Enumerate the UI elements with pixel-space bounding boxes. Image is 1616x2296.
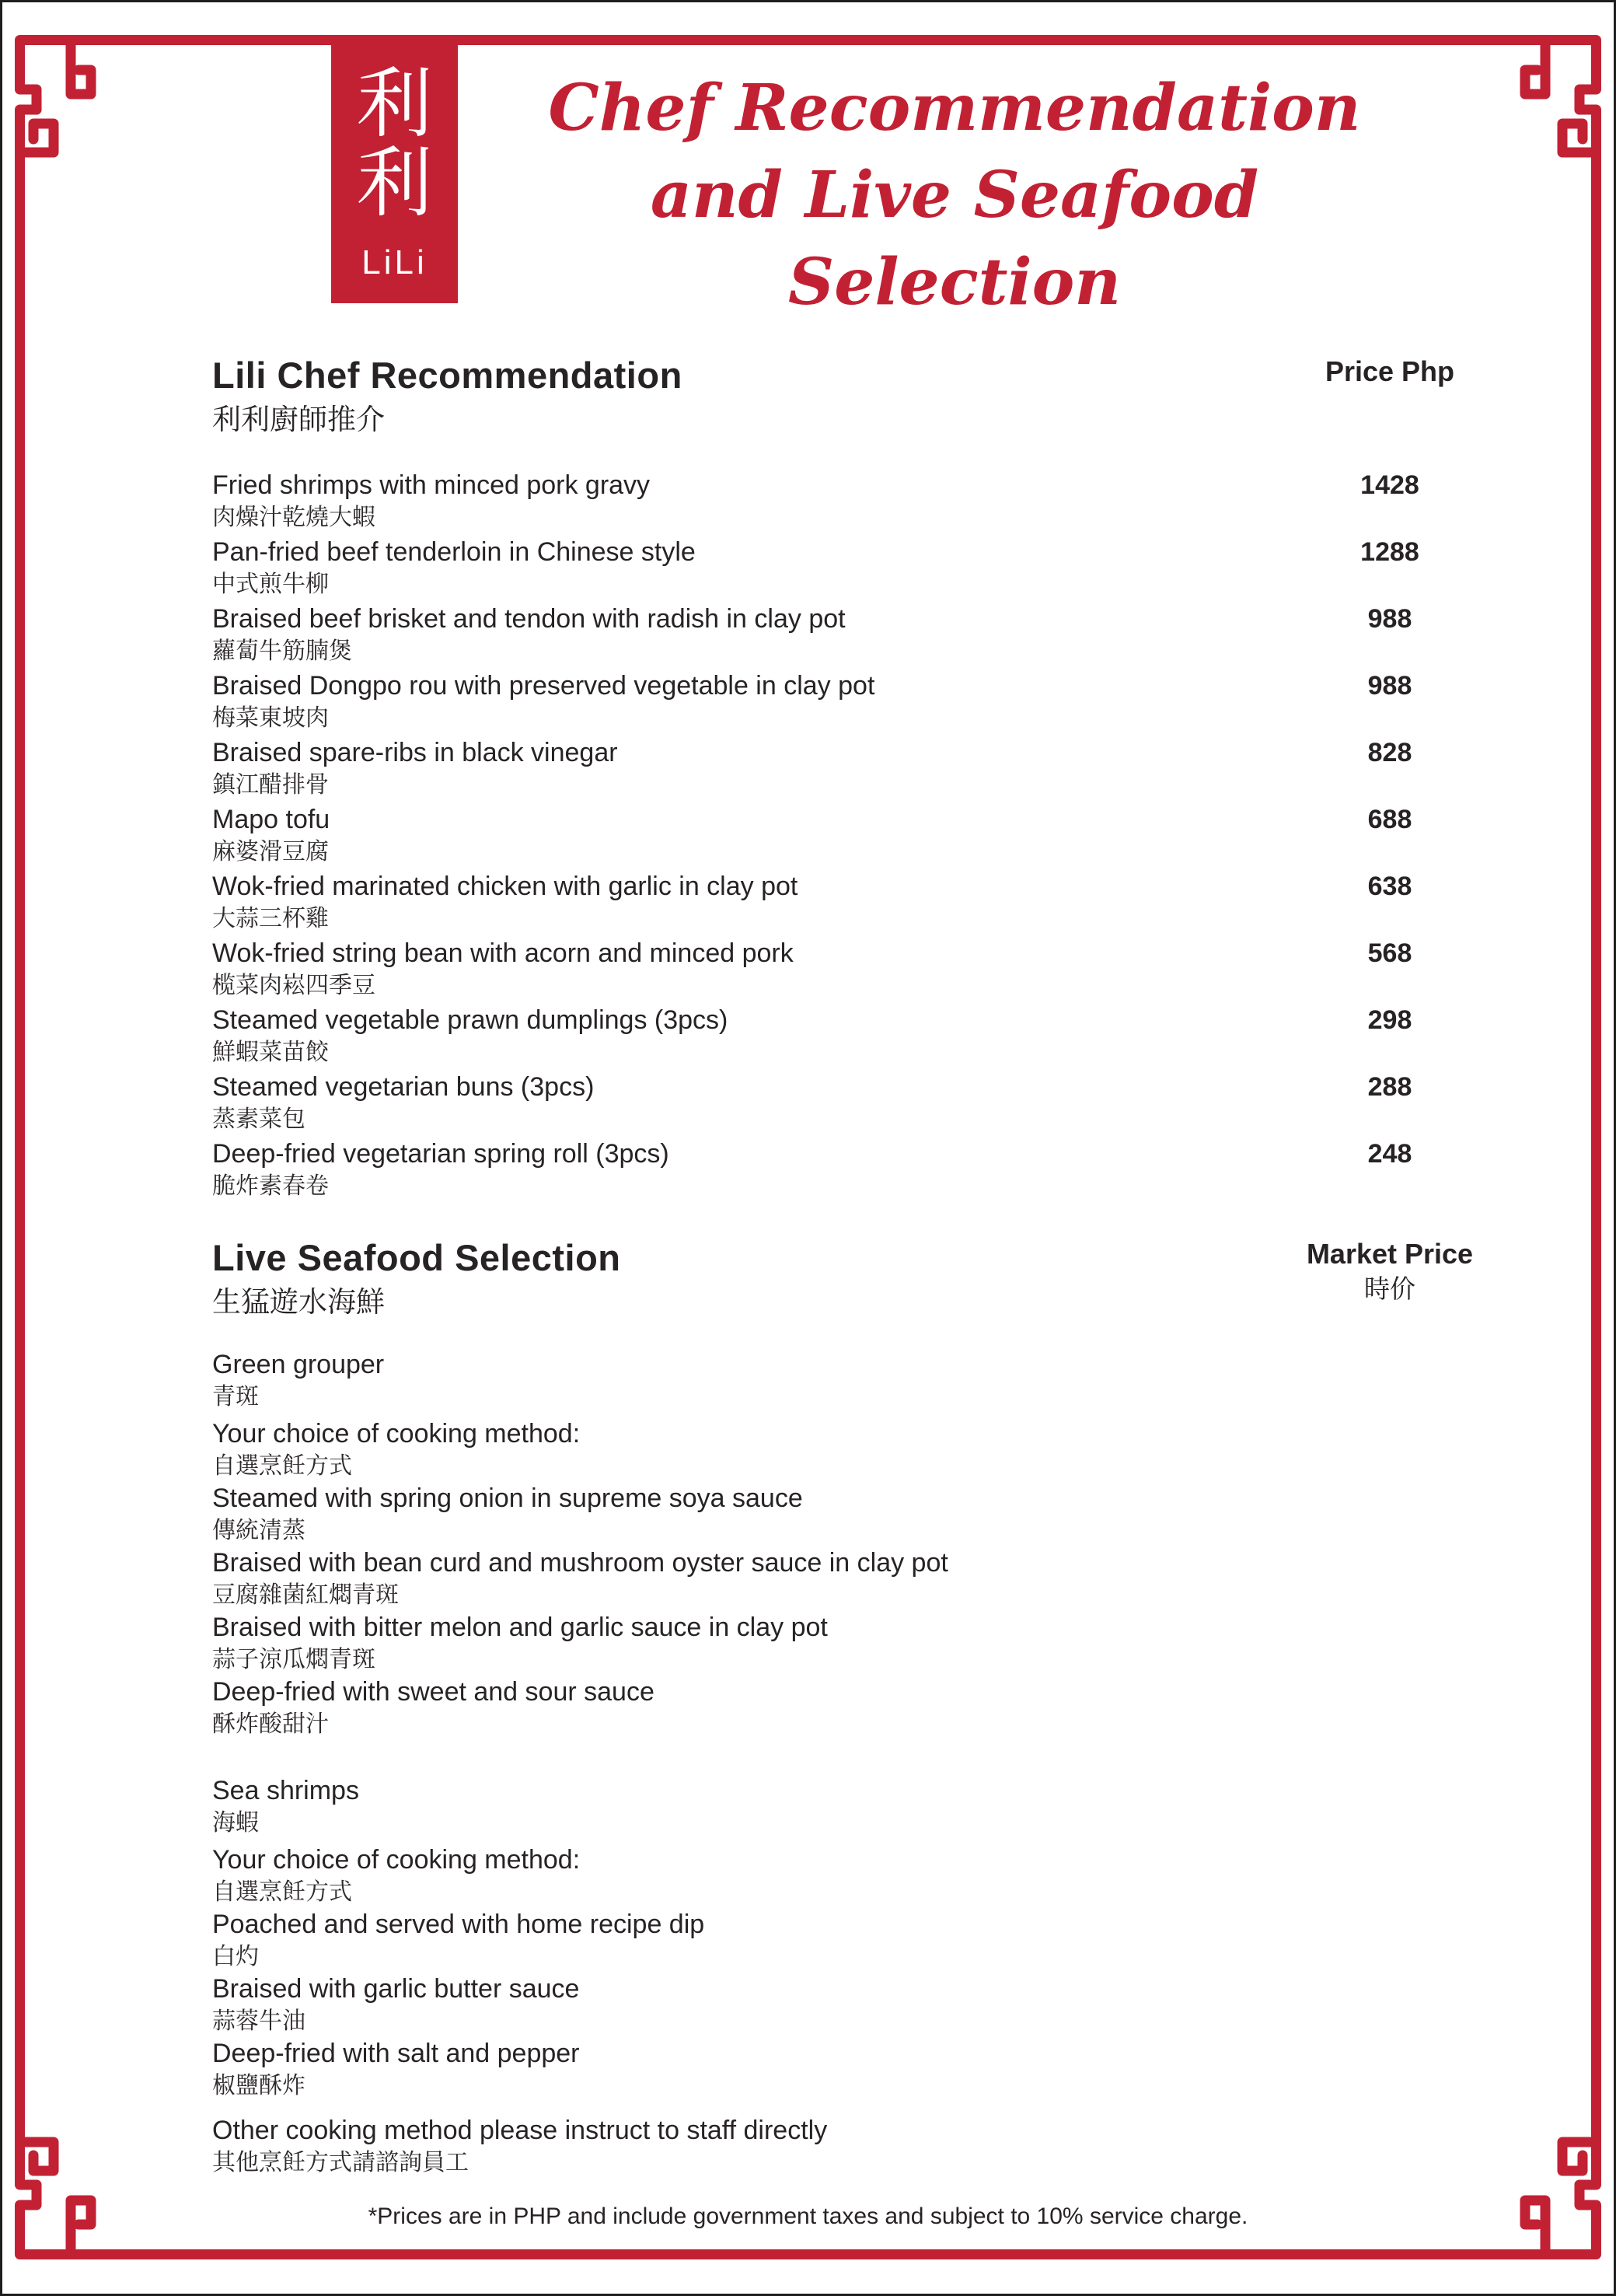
cooking-method-zh: 豆腐雜菌紅燜青斑 (212, 1582, 399, 1608)
border-right (1591, 158, 1601, 2134)
cooking-method-en: Steamed with spring onion in supreme soya sauce (212, 1483, 803, 1513)
menu-item-row (212, 870, 1487, 935)
menu-item-name-en: Deep-fried vegetarian spring roll (3pcs) (212, 1139, 669, 1169)
menu-item-names (212, 536, 696, 600)
menu-item-price: 638 (1367, 872, 1412, 901)
menu-item-name-zh: 脆炸素春卷 (212, 1173, 329, 1199)
menu-item-name-zh: 蘿蔔牛筋腩煲 (212, 638, 352, 664)
menu-item-price: 568 (1367, 938, 1412, 968)
seafood-section-title-en: Live Seafood Selection (212, 1237, 621, 1278)
seafood-section-title-zh: 生猛遊水海鮮 (212, 1286, 385, 1318)
cooking-method-zh: 傳統清蒸 (212, 1518, 305, 1543)
seafood-groups-list (212, 1348, 1487, 2102)
other-method-note-zh: 其他烹飪方式請諮詢員工 (212, 2150, 469, 2175)
border-left (15, 158, 25, 2134)
seafood-group-name-zh: 青斑 (212, 1384, 259, 1410)
menu-item-name-en: Braised spare-ribs in black vinegar (212, 738, 618, 767)
menu-item-price: 288 (1367, 1072, 1412, 1102)
other-method-note-en: Other cooking method please instruct to staff directly (212, 2116, 828, 2145)
menu-item-name-zh: 大蒜三杯雞 (212, 906, 329, 931)
menu-item-price: 298 (1367, 1005, 1412, 1035)
price-column-header: Price Php (1325, 355, 1455, 387)
seafood-group (212, 1348, 1487, 1740)
menu-item-name-en: Pan-fried beef tenderloin in Chinese style (212, 537, 696, 567)
menu-item-name-zh: 榄菜肉崧四季豆 (212, 973, 375, 998)
menu-item-price: 988 (1367, 604, 1412, 634)
logo-hanzi-top: 利 (356, 60, 433, 149)
menu-item-row (212, 1138, 1487, 1202)
menu-item-names (212, 1071, 594, 1135)
page-title-line2: and Live Seafood Selection (650, 158, 1259, 320)
logo-hanzi-bottom: 利 (356, 139, 433, 228)
menu-item-name-zh: 蒸素菜包 (212, 1106, 305, 1132)
seafood-group-name-en: Sea shrimps (212, 1776, 359, 1805)
seafood-group (212, 1774, 1487, 2102)
menu-item-name-zh: 麻婆滑豆腐 (212, 839, 329, 865)
menu-item-price: 688 (1367, 805, 1412, 834)
menu-item-price: 828 (1367, 738, 1412, 767)
corner-ornament-top-left-icon (15, 35, 113, 167)
menu-item-row (212, 736, 1487, 801)
cooking-method-en: Braised with bean curd and mushroom oyster sauce in clay pot (212, 1548, 948, 1578)
menu-item-row (212, 803, 1487, 868)
menu-item-name-zh: 梅菜東坡肉 (212, 705, 329, 731)
menu-item-price: 1288 (1360, 537, 1419, 567)
menu-item-names (212, 603, 846, 667)
lili-logo-banner (331, 35, 458, 303)
chef-section-header (212, 354, 1487, 439)
chef-items-list (212, 469, 1487, 1202)
menu-item-name-en: Wok-fried string bean with acorn and minced pork (212, 938, 794, 968)
cooking-choice-label-zh: 自選烹飪方式 (212, 1453, 352, 1479)
other-method-note (212, 2114, 1487, 2179)
menu-item-name-en: Steamed vegetable prawn dumplings (3pcs) (212, 1005, 728, 1035)
border-top (110, 35, 1506, 45)
menu-item-name-zh: 中式煎牛柳 (212, 571, 329, 597)
footer-price-disclaimer: *Prices are in PHP and include government taxes and subject to 10% service charge. (368, 2203, 1248, 2229)
menu-item-row (212, 1004, 1487, 1068)
cooking-method-zh: 酥炸酸甜汁 (212, 1711, 329, 1737)
menu-item-names (212, 870, 798, 935)
menu-content (212, 354, 1487, 2179)
menu-item-row (212, 669, 1487, 734)
menu-item-row (212, 603, 1487, 667)
seafood-section-header (212, 1236, 1487, 1322)
menu-item-name-en: Braised Dongpo rou with preserved vegetable in clay pot (212, 671, 875, 701)
cooking-choice-block (212, 1417, 1487, 1740)
seafood-group-name-zh: 海蝦 (212, 1810, 259, 1836)
menu-item-name-en: Steamed vegetarian buns (3pcs) (212, 1072, 595, 1102)
menu-item-name-en: Braised beef brisket and tendon with radish in clay pot (212, 604, 846, 634)
menu-item-name-en: Fried shrimps with minced pork gravy (212, 470, 651, 500)
cooking-method-zh: 白灼 (212, 1944, 259, 1969)
menu-item-row (212, 1071, 1487, 1135)
menu-item-names (212, 937, 794, 1001)
cooking-method-en: Braised with garlic butter sauce (212, 1974, 580, 2004)
logo-wordmark: LiLi (361, 243, 428, 281)
border-bottom (110, 2249, 1506, 2259)
page-title-line1: Chef Recommendation (548, 71, 1361, 145)
corner-ornament-top-right-icon (1503, 35, 1601, 167)
seafood-group-name-en: Green grouper (212, 1350, 385, 1379)
corner-ornament-bottom-right-icon (1503, 2127, 1601, 2259)
chef-section-title-zh: 利利廚師推介 (212, 404, 385, 435)
cooking-choice-block (212, 1843, 1487, 2102)
cooking-method-en: Deep-fried with sweet and sour sauce (212, 1677, 654, 1707)
menu-item-row (212, 937, 1487, 1001)
cooking-choice-label-en: Your choice of cooking method: (212, 1419, 581, 1449)
menu-item-names (212, 1138, 669, 1202)
menu-item-names (212, 669, 874, 734)
cooking-method-en: Poached and served with home recipe dip (212, 1910, 705, 1939)
cooking-choice-label-en: Your choice of cooking method: (212, 1845, 581, 1875)
cooking-method-en: Deep-fried with salt and pepper (212, 2039, 580, 2068)
menu-item-names (212, 1004, 728, 1068)
page-title (484, 65, 1425, 326)
menu-item-name-zh: 肉燥汁乾燒大蝦 (212, 505, 375, 530)
menu-item-price: 1428 (1360, 470, 1419, 500)
menu-item-name-zh: 鎮江醋排骨 (212, 772, 329, 798)
cooking-method-zh: 蒜蓉牛油 (212, 2008, 305, 2034)
cooking-method-zh: 椒鹽酥炸 (212, 2073, 305, 2099)
menu-item-row (212, 469, 1487, 533)
market-price-header-en: Market Price (1306, 1238, 1474, 1270)
menu-item-row (212, 536, 1487, 600)
menu-item-names (212, 469, 650, 533)
cooking-method-zh: 蒜子涼瓜燜青斑 (212, 1647, 375, 1672)
chef-section-title-en: Lili Chef Recommendation (212, 355, 682, 396)
corner-ornament-bottom-left-icon (15, 2127, 113, 2259)
menu-item-name-en: Mapo tofu (212, 805, 330, 834)
menu-item-names (212, 736, 618, 801)
cooking-method-en: Braised with bitter melon and garlic sauce in clay pot (212, 1613, 828, 1642)
market-price-header-zh: 時价 (1364, 1274, 1415, 1303)
cooking-choice-label-zh: 自選烹飪方式 (212, 1879, 352, 1905)
menu-item-name-en: Wok-fried marinated chicken with garlic in clay pot (212, 872, 798, 901)
menu-item-names (212, 803, 330, 868)
menu-item-price: 248 (1367, 1139, 1412, 1169)
menu-item-price: 988 (1367, 671, 1412, 701)
menu-item-name-zh: 鮮蝦菜苗餃 (212, 1040, 329, 1065)
seafood-section (212, 1236, 1487, 2179)
